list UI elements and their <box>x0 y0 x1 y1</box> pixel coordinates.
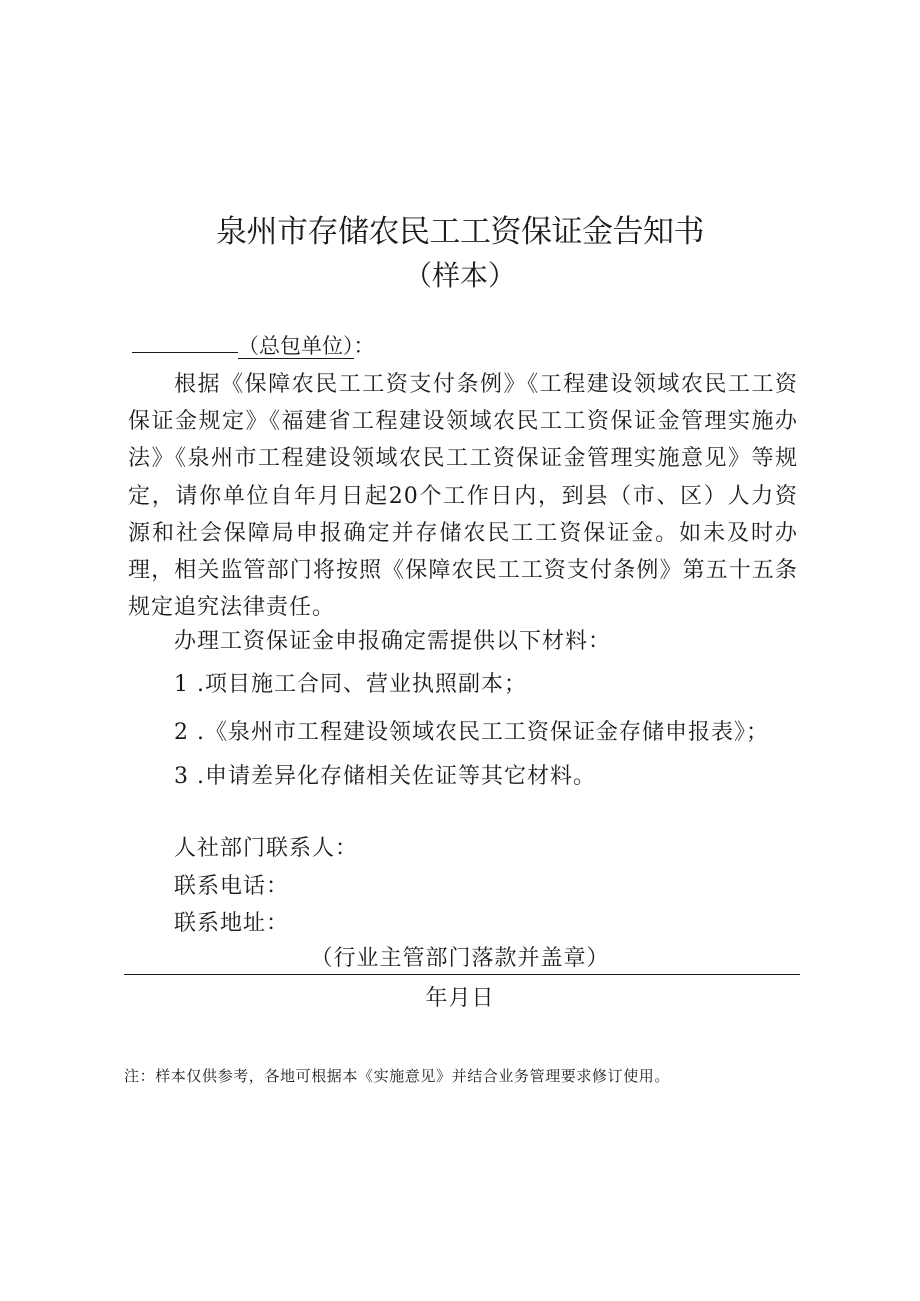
body-paragraph: 根据《保障农民工工资支付条例》《工程建设领域农民工工资保证金规定》《福建省工程建设领域农民工工资保证金管理实施办法》《泉州市工程建设领域农民工工资保证金管理实施意见》等规定，请你单位自年月日起20个工作日内，到县（市、区）人力资源和社会保障局申报确定并存储农民工工资保证金。如未及时办理，相关监管部门将按照《保障农民工工资支付条例》第五十五条规定追究法律责任。 <box>128 372 798 621</box>
addressee-colon: ： <box>353 334 375 358</box>
date-text: 年月日 <box>425 986 495 1011</box>
document-title: 泉州市存储农民工工资保证金告知书 <box>216 214 704 250</box>
addressee-blank <box>132 330 238 353</box>
material-item-3: 3 .申请差异化存储相关佐证等其它材料。 <box>174 764 596 789</box>
addressee-label: （总包单位） <box>238 334 354 358</box>
material-item-2: 2 .《泉州市工程建设领域农民工工资保证金存储申报表》； <box>174 720 769 745</box>
material-item-1: 1 .项目施工合同、营业执照副本； <box>174 672 527 697</box>
contact-address-label: 联系地址： <box>174 911 290 936</box>
addressee-line <box>132 330 375 361</box>
signature-underline <box>124 974 800 975</box>
footnote: 注：样本仅供参考，各地可根据本《实施意见》并结合业务管理要求修订使用。 <box>124 1067 671 1085</box>
seal-text: （行业主管部门落款并盖章） <box>310 946 610 971</box>
contact-phone-label: 联系电话： <box>174 874 290 899</box>
materials-intro: 办理工资保证金申报确定需提供以下材料： <box>174 629 612 654</box>
document-subtitle: （样本） <box>403 259 516 292</box>
contact-person-label: 人社部门联系人： <box>174 836 359 861</box>
